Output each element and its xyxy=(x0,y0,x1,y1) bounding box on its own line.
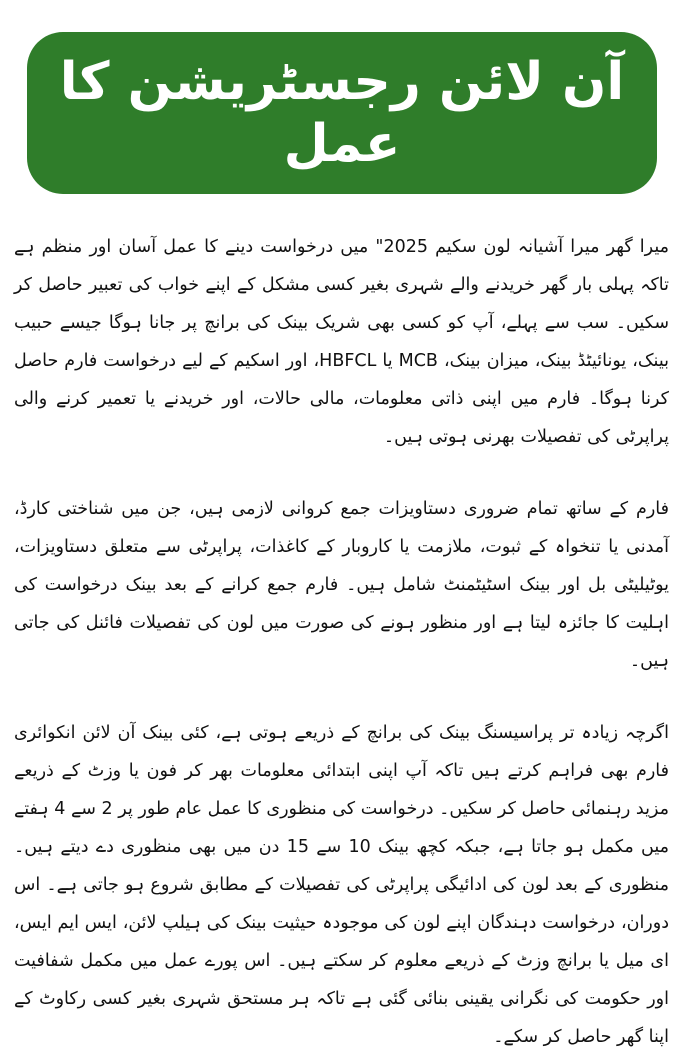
paragraph-required-documents: فارم کے ساتھ تمام ضروری دستاویزات جمع کروانی لازمی ہیں، جن میں شناختی کارڈ، آمدنی یا تنخواہ کے ثبوت، ملازمت یا کاروبار کے کاغذات، پراپرٹی سے متعلق دستاویزات، یوٹیلیٹی بل اور بینک اسٹیٹمنٹ شامل ہیں۔ فارم جمع کرانے کے بعد بینک درخواست کی اہلیت کا جائزہ لیتا ہے اور منظور ہونے کی صورت میں لون کی تفصیلات فائنل کی جاتی ہیں۔ xyxy=(14,499,669,671)
paragraph-processing-and-approval: اگرچہ زیادہ تر پراسیسنگ بینک کی برانچ کے ذریعے ہوتی ہے، کئی بینک آن لائن انکوائری فارم بھی فراہم کرتے ہیں تاکہ آپ اپنی ابتدائی معلومات بھر کر فون یا وزٹ کے ذریعے مزید رہنمائی حاصل کر سکیں۔ درخواست کی منظوری کا عمل عام طور پر 2 سے 4 ہفتے میں مکمل ہو جاتا ہے، جبکہ کچھ بینک 10 سے 15 دن میں بھی منظوری دے دیتے ہیں۔ منظوری کے بعد لون کی ادائیگی پراپرٹی کی تفصیلات کے مطابق شروع ہو جاتی ہے۔ اس دوران، درخواست دہندگان اپنے لون کی موجودہ حیثیت بینک کی ہیلپ لائن، ایس ایم ایس، ای میل یا برانچ وزٹ کے ذریعے معلوم کر سکتے ہیں۔ اس پورے عمل میں مکمل شفافیت اور حکومت کی نگرانی یقینی بنائی گئی ہے تاکہ ہر مستحق شہری بغیر کسی رکاوٹ کے اپنا گھر حاصل کر سکے۔ xyxy=(14,723,669,1047)
paragraph-application-process: میرا گھر میرا آشیانہ لون سکیم 2025" میں درخواست دینے کا عمل آسان اور منظم ہے تاکہ پہلی بار گھر خریدنے والے شہری بغیر کسی مشکل کے اپنے خواب کی تعبیر حاصل کر سکیں۔ سب سے پہلے، آپ کو کسی بھی شریک بینک کی برانچ پر جانا ہوگا جیسے حبیب بینک، یونائیٹڈ بینک، میزان بینک، MCB یا HBFCL، اور اسکیم کے لیے درخواست فارم حاصل کرنا ہوگا۔ فارم میں اپنی ذاتی معلومات، مالی حالات، اور خریدنے یا تعمیر کرنے والی پراپرٹی کی تفصیلات بھرنی ہوتی ہیں۔ xyxy=(14,237,669,447)
article-body xyxy=(14,228,669,1056)
page-title: آن لائن رجسٹریشن کا عمل xyxy=(59,51,625,174)
title-banner xyxy=(27,32,657,194)
